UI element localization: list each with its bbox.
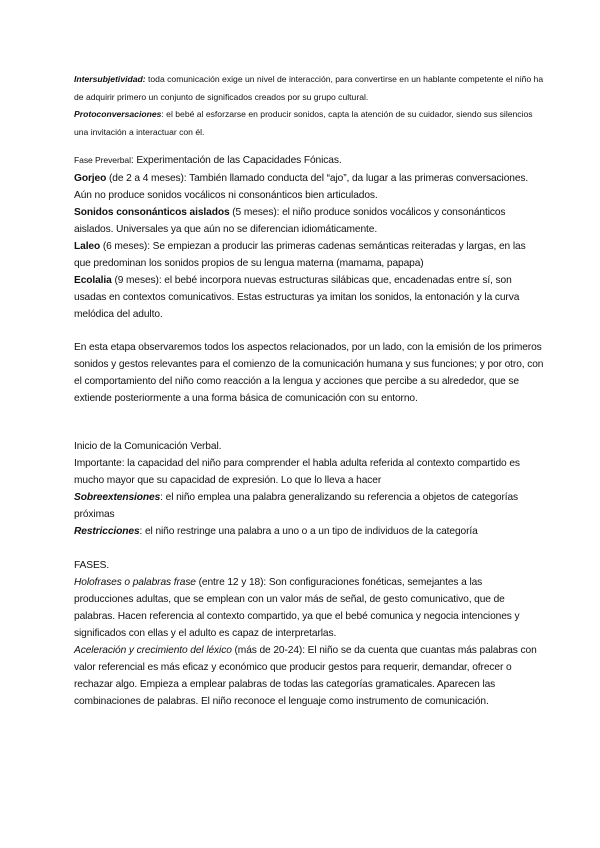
etapa-paragraph: En esta etapa observaremos todos los aspectos relacionados, por un lado, con la emisión de los primeros sonidos y gestos relevantes para el comienzo de la comunicación humana y sus funciones; y por otro, con el comportamiento del niño como reacción a la lengua y acciones que percibe a su alrededor, que se extiende posteriormente a una forma básica de comunicación con su entorno. (74, 342, 544, 404)
preverbal-section (74, 152, 544, 323)
protoconversaciones-term: Protoconversaciones (74, 109, 162, 119)
laleo-term: Laleo (74, 240, 101, 252)
importante-paragraph: Importante: la capacidad del niño para comprender el habla adulta referida al contexto compartido es mucho mayor que su capacidad de expresión. Lo que lo lleva a hacer (74, 458, 520, 486)
sonidos-term: Sonidos consonánticos aislados (74, 206, 230, 218)
preverbal-heading-text: : Experimentación de las Capacidades Fónicas. (130, 155, 342, 166)
aceleracion-paragraph (74, 642, 544, 710)
ecolalia-paragraph (74, 272, 544, 323)
sobreextensiones-text: : el niño emplea una palabra generalizando su referencia a objetos de categorías próximas (74, 492, 519, 520)
holofrases-term: Holofrases o palabras frase (74, 577, 196, 588)
preverbal-heading-label: Fase Preverbal (74, 155, 131, 165)
gorjeo-term: Gorjeo (74, 172, 107, 184)
protoconversaciones-text: : el bebé al esforzarse en producir sonidos, capta la atención de su cuidador, siendo sus silencios una invitación a interactuar con él. (74, 109, 533, 137)
verbal-section (74, 438, 544, 540)
ecolalia-term: Ecolalia (74, 274, 112, 286)
holofrases-paragraph (74, 574, 544, 642)
sonidos-text: (5 meses): el niño produce sonidos vocálicos y consonánticos aislados. Universales ya que aún no se diferencian idiomáticamente. (74, 206, 506, 235)
restricciones-paragraph (74, 523, 544, 540)
fases-heading: FASES. (74, 560, 110, 571)
protoconversaciones-paragraph (74, 106, 544, 141)
aceleracion-term: Aceleración y crecimiento del léxico (74, 645, 232, 656)
laleo-text: (6 meses): Se empiezan a producir las primeras cadenas semánticas reiteradas y largas, en las que predominan los sonidos propios de su lengua materna (mamama, papapa) (74, 240, 526, 269)
gorjeo-text: (de 2 a 4 meses): También llamado conducta del “ajo”, da lugar a las primeras conversaciones. Aún no produce sonidos vocálicos ni consonánticos bien articulados. (74, 172, 529, 201)
sobreextensiones-term: Sobreextensiones (74, 492, 161, 503)
gorjeo-paragraph (74, 170, 544, 204)
preverbal-heading (74, 152, 544, 170)
fases-section (74, 557, 544, 710)
verbal-heading: Inicio de la Comunicación Verbal. (74, 441, 222, 452)
intro-section (74, 71, 544, 141)
intersubjetividad-paragraph (74, 71, 544, 106)
holofrases-text: (entre 12 y 18): Son configuraciones fonéticas, semejantes a las producciones adultas, que se emplean con un valor más de señal, de gesto comunicativo, que de palabras. Hacen referencia al contexto compartido, ya que el bebé comunica y negocia intenciones y significados con ellas y el adulto es capaz de interpretarlas. (74, 577, 520, 639)
restricciones-text: : el niño restringe una palabra a uno o a un tipo de individuos de la categoría (139, 526, 478, 537)
laleo-paragraph (74, 238, 544, 272)
sonidos-paragraph (74, 204, 544, 238)
restricciones-term: Restricciones (74, 526, 140, 537)
ecolalia-text: (9 meses): el bebé incorpora nuevas estructuras silábicas que, encadenadas entre sí, son usadas en contextos comunicativos. Estas estructuras ya imitan los sonidos, la entonación y la curva melódica del adulto. (74, 274, 520, 320)
sobreextensiones-paragraph (74, 489, 544, 523)
intersubjetividad-text: toda comunicación exige un nivel de interacción, para convertirse en un hablante competente el niño ha de adquirir primero un conjunto de significados creados por su grupo cultural. (74, 74, 544, 102)
etapa-section (74, 339, 544, 407)
intersubjetividad-term: Intersubjetividad: (74, 74, 146, 84)
aceleracion-text: (más de 20-24): El niño se da cuenta que cuantas más palabras con valor referencial es más eficaz y económico que producir gestos para requerir, demandar, ofrecer o rechazar algo. Empieza a emplear palabras de todas las categorías gramaticales. Aparecen las combinaciones de palabras. El niño reconoce el lenguaje como instrumento de comunicación. (74, 645, 537, 707)
